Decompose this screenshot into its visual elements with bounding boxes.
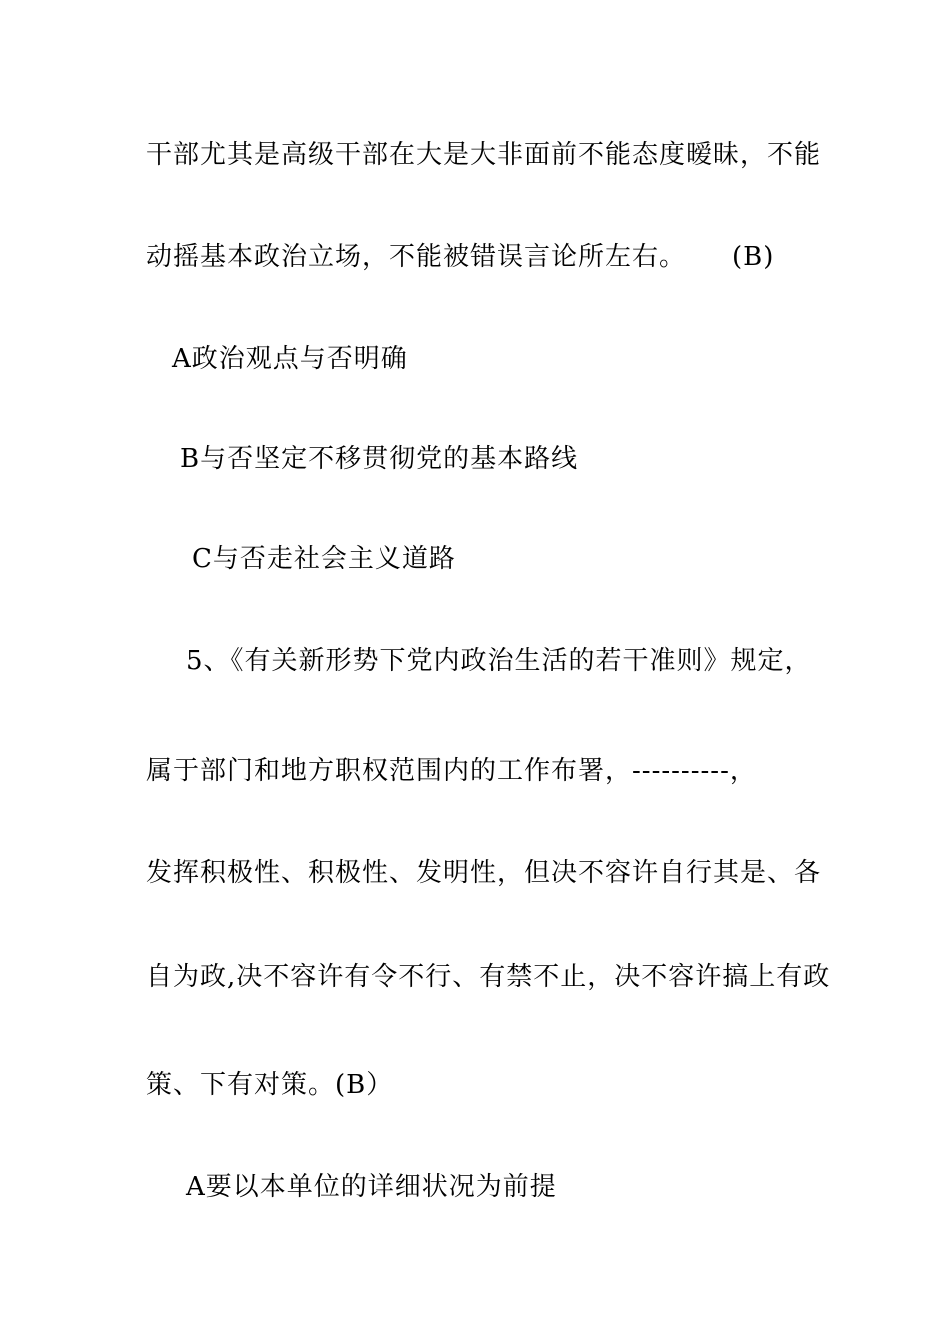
line-text: 属于部门和地方职权范围内的工作布署，----------，	[146, 756, 757, 786]
text-line-10	[146, 1070, 393, 1100]
text-line-1	[146, 140, 821, 170]
option-a-line-q5	[186, 1172, 557, 1202]
option-c-text: C与否走社会主义道路	[192, 544, 456, 574]
line-text: 策、下有对策。(B）	[146, 1070, 394, 1100]
option-b-text: B与否坚定不移贯彻党的基本路线	[180, 444, 579, 474]
text-line-9	[146, 962, 830, 992]
question-5-text: 5、《有关新形势下党内政治生活的若干准则》规定，	[186, 646, 812, 676]
option-a-text: A政治观点与否明确	[172, 344, 408, 374]
option-a-line	[172, 344, 408, 374]
line-text: 发挥积极性、积极性、发明性，但决不容许自行其是、各	[146, 858, 822, 888]
line-text: 自为政,决不容许有令不行、有禁不止，决不容许搞上有政	[146, 962, 831, 992]
answer-label: (B)	[732, 242, 775, 272]
line-text: 干部尤其是高级干部在大是大非面前不能态度暧昧，不能	[146, 140, 822, 170]
line-text: 动摇基本政治立场，不能被错误言论所左右。	[146, 242, 687, 272]
option-a-text: A要以本单位的详细状况为前提	[186, 1172, 557, 1202]
option-c-line	[192, 544, 456, 574]
text-line-8	[146, 858, 821, 888]
question-5-line	[186, 646, 812, 676]
option-b-line	[180, 444, 578, 474]
text-line-7	[146, 756, 757, 786]
text-line-2	[146, 242, 774, 272]
